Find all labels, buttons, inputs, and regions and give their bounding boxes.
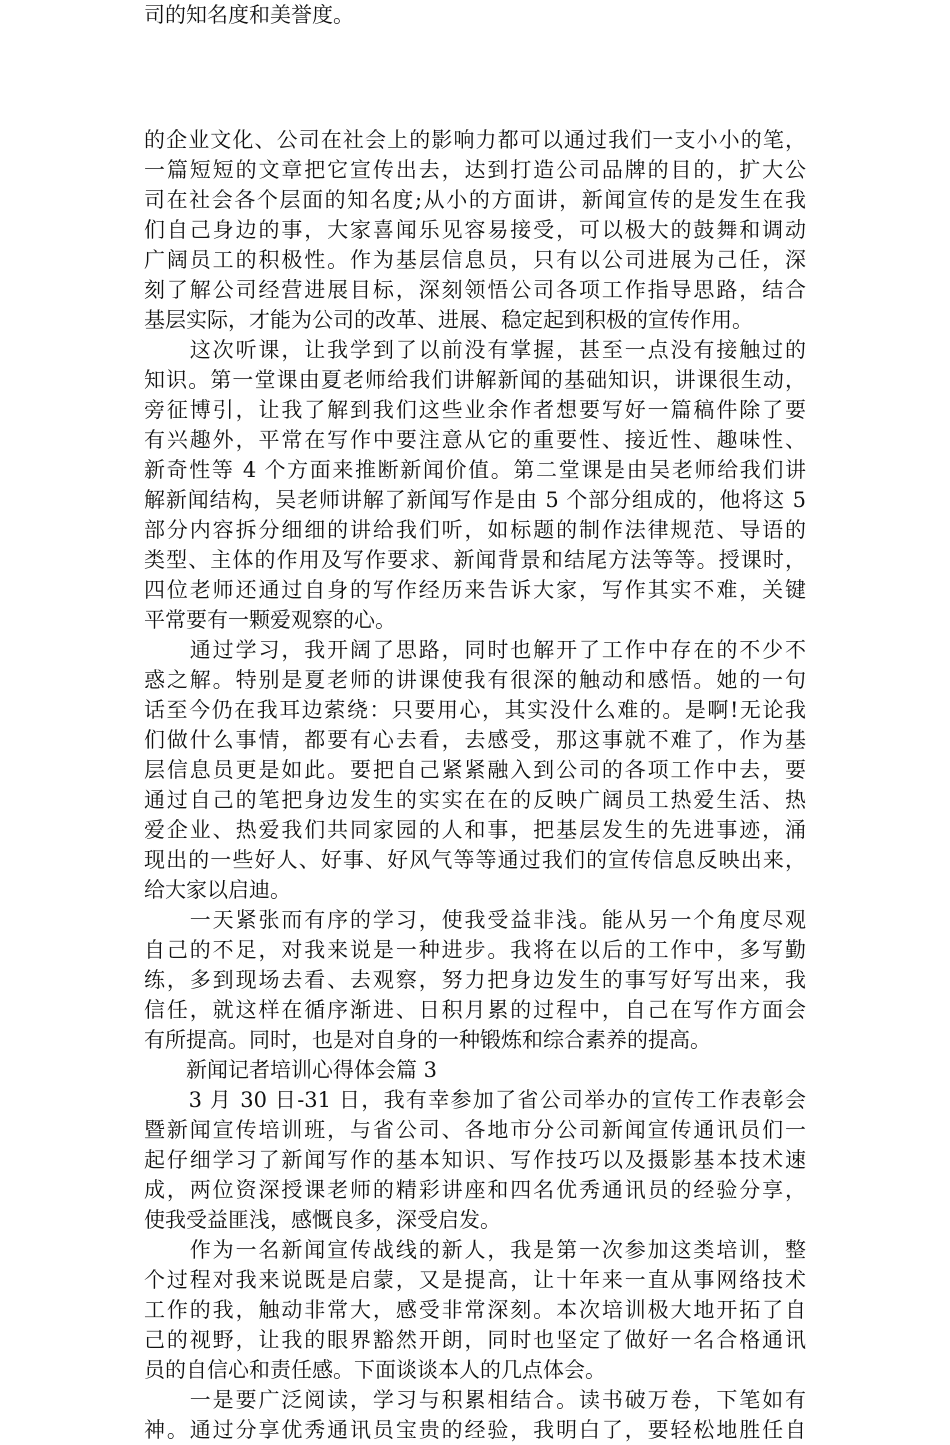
text-line: 一篇短短的文章把它宣传出去，达到打造公司品牌的目的，扩大公 — [144, 158, 806, 182]
section-heading: 新闻记者培训心得体会篇 3 — [144, 1058, 438, 1082]
text-line: 暨新闻宣传培训班，与省公司、各地市分公司新闻宣传通讯员们一 — [144, 1118, 806, 1142]
text-line: 司的知名度和美誉度。 — [144, 3, 354, 27]
text-line: 3 月 30 日-31 日，我有幸参加了省公司举办的宣传工作表彰会 — [144, 1088, 806, 1112]
text-line: 一天紧张而有序的学习，使我受益非浅。能从另一个角度尽观 — [144, 908, 806, 932]
text-line: 司在社会各个层面的知名度;从小的方面讲，新闻宣传的是发生在我 — [144, 188, 806, 212]
text-line: 一是要广泛阅读，学习与积累相结合。读书破万卷，下笔如有 — [144, 1388, 806, 1412]
text-line: 解新闻结构，吴老师讲解了新闻写作是由 5 个部分组成的，他将这 5 — [144, 488, 806, 512]
text-line: 神。通过分享优秀通讯员宝贵的经验，我明白了，要轻松地胜任自 — [144, 1418, 806, 1442]
text-line: 信任，就这样在循序渐进、日积月累的过程中，自己在写作方面会 — [144, 998, 806, 1022]
text-line: 起仔细学习了新闻写作的基本知识、写作技巧以及摄影基本技术速 — [144, 1148, 806, 1172]
text-line: 刻了解公司经营进展目标，深刻领悟公司各项工作指导思路，结合 — [144, 278, 806, 302]
text-line: 惑之解。特别是夏老师的讲课使我有很深的触动和感悟。她的一句 — [144, 668, 806, 692]
text-line: 们自己身边的事，大家喜闻乐见容易接受，可以极大的鼓舞和调动 — [144, 218, 806, 242]
text-line: 使我受益匪浅，感慨良多，深受启发。 — [144, 1208, 501, 1232]
text-line: 新奇性等 4 个方面来推断新闻价值。第二堂课是由吴老师给我们讲 — [144, 458, 806, 482]
text-line: 知识。第一堂课由夏老师给我们讲解新闻的基础知识，讲课很生动， — [144, 368, 806, 392]
text-line: 四位老师还通过自身的写作经历来告诉大家，写作其实不难，关键 — [144, 578, 806, 602]
text-line: 给大家以启迪。 — [144, 878, 291, 902]
text-line: 层信息员更是如此。要把自己紧紧融入到公司的各项工作中去，要 — [144, 758, 806, 782]
text-line: 工作的我，触动非常大，感受非常深刻。本次培训极大地开拓了自 — [144, 1298, 806, 1322]
text-line: 广阔员工的积极性。作为基层信息员，只有以公司进展为己任，深 — [144, 248, 806, 272]
text-line: 旁征博引，让我了解到我们这些业余作者想要写好一篇稿件除了要 — [144, 398, 806, 422]
text-line: 通过学习，我开阔了思路，同时也解开了工作中存在的不少不 — [144, 638, 806, 662]
text-line: 有所提高。同时，也是对自身的一种锻炼和综合素养的提高。 — [144, 1028, 711, 1052]
text-line: 自己的不足，对我来说是一种进步。我将在以后的工作中，多写勤 — [144, 938, 806, 962]
text-line: 们做什么事情，都要有心去看，去感受，那这事就不难了，作为基 — [144, 728, 806, 752]
text-line: 练，多到现场去看、去观察，努力把身边发生的事写好写出来，我 — [144, 968, 806, 992]
text-line: 现出的一些好人、好事、好风气等等通过我们的宣传信息反映出来， — [144, 848, 806, 872]
text-line: 这次听课，让我学到了以前没有掌握，甚至一点没有接触过的 — [144, 338, 806, 362]
text-line: 爱企业、热爱我们共同家园的人和事，把基层发生的先进事迹，涌 — [144, 818, 806, 842]
text-line: 通过自己的笔把身边发生的实实在在的反映广阔员工热爱生活、热 — [144, 788, 806, 812]
text-line: 基层实际，才能为公司的改革、进展、稳定起到积极的宣传作用。 — [144, 308, 753, 332]
text-line: 己的视野，让我的眼界豁然开朗，同时也坚定了做好一名合格通讯 — [144, 1328, 806, 1352]
text-line: 的企业文化、公司在社会上的影响力都可以通过我们一支小小的笔， — [144, 128, 806, 152]
text-line: 作为一名新闻宣传战线的新人，我是第一次参加这类培训，整 — [144, 1238, 806, 1262]
text-line: 个过程对我来说既是启蒙，又是提高，让十年来一直从事网络技术 — [144, 1268, 806, 1292]
text-line: 类型、主体的作用及写作要求、新闻背景和结尾方法等等。授课时， — [144, 548, 806, 572]
text-line: 成，两位资深授课老师的精彩讲座和四名优秀通讯员的经验分享， — [144, 1178, 806, 1202]
text-line: 部分内容拆分细细的讲给我们听，如标题的制作法律规范、导语的 — [144, 518, 806, 542]
text-line: 员的自信心和责任感。下面谈谈本人的几点体会。 — [144, 1358, 606, 1382]
text-line: 话至今仍在我耳边萦绕：只要用心，其实没什么难的。是啊!无论我 — [144, 698, 806, 722]
text-line: 平常要有一颗爱观察的心。 — [144, 608, 396, 632]
text-line: 有兴趣外，平常在写作中要注意从它的重要性、接近性、趣味性、 — [144, 428, 806, 452]
